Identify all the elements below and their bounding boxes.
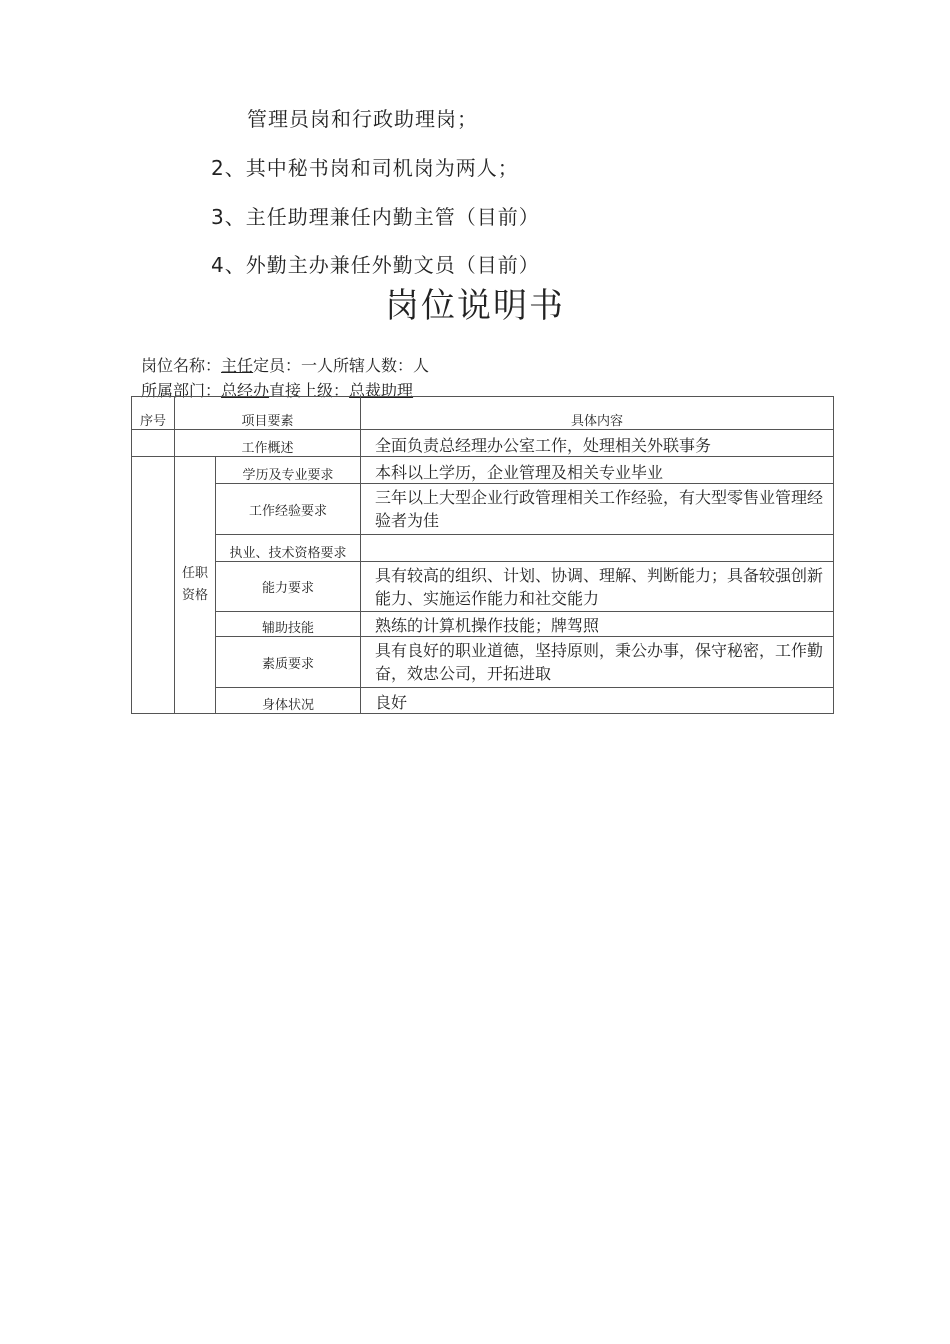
intro-item-3-number: 3 — [211, 205, 225, 229]
table-row-overview — [132, 430, 834, 457]
table-row — [132, 535, 834, 562]
overview-seq-cell — [132, 430, 175, 457]
superior-value: 总裁助理 — [349, 381, 414, 400]
position-value: 主任 — [221, 356, 254, 375]
group-label-line-1: 任职 — [181, 566, 208, 581]
position-label: 岗位名称： — [141, 356, 222, 375]
header-content: 具体内容 — [361, 397, 834, 430]
row-label-quality: 素质要求 — [216, 637, 361, 688]
row-content-health: 良好 — [361, 688, 834, 714]
table-row — [132, 484, 834, 535]
intro-line-1: 管理员岗和行政助理岗； — [247, 107, 478, 131]
row-content-quality: 具有良好的职业道德，坚持原则，秉公办事，保守秘密，工作勤奋，效忠公司，开拓进取 — [361, 637, 834, 688]
intro-item-4 — [211, 249, 540, 278]
meta-line-position — [141, 353, 429, 376]
qualification-seq-cell — [132, 457, 175, 714]
group-label-line-2: 资格 — [181, 588, 208, 603]
row-label-education: 学历及专业要求 — [216, 457, 361, 484]
department-label: 所属部门： — [141, 381, 222, 400]
header-seq: 序号 — [132, 397, 175, 430]
overview-content: 全面负责总经理办公室工作，处理相关外联事务 — [361, 430, 834, 457]
row-label-skills: 辅助技能 — [216, 612, 361, 637]
table-header-row — [132, 397, 834, 430]
header-item: 项目要素 — [175, 397, 361, 430]
intro-item-4-number: 4 — [211, 253, 225, 277]
row-content-skills: 熟练的计算机操作技能；牌驾照 — [361, 612, 834, 637]
row-content-certification — [361, 535, 834, 562]
row-label-certification: 执业、技术资格要求 — [216, 535, 361, 562]
table-row — [132, 612, 834, 637]
row-label-health: 身体状况 — [216, 688, 361, 714]
document-title: 岗位说明书 — [385, 286, 565, 326]
intro-item-3 — [211, 201, 540, 230]
row-content-experience: 三年以上大型企业行政管理相关工作经验，有大型零售业管理经验者为佳 — [361, 484, 834, 535]
row-label-experience: 工作经验要求 — [216, 484, 361, 535]
intro-item-2 — [211, 152, 519, 181]
intro-item-3-text: 、主任助理兼任内勤主管（目前） — [224, 205, 540, 229]
table-row — [132, 457, 834, 484]
qualification-group-label — [175, 457, 216, 714]
job-spec-table — [131, 396, 834, 714]
headcount-label: 定员：一人所辖人数：人 — [253, 356, 430, 375]
table-row — [132, 637, 834, 688]
intro-item-2-number: 2 — [211, 156, 225, 180]
superior-label: 直接上级： — [269, 381, 350, 400]
row-content-education: 本科以上学历，企业管理及相关专业毕业 — [361, 457, 834, 484]
row-label-ability: 能力要求 — [216, 562, 361, 612]
department-value: 总经办 — [221, 381, 270, 400]
row-content-ability: 具有较高的组织、计划、协调、理解、判断能力；具备较强创新能力、实施运作能力和社交能力 — [361, 562, 834, 612]
intro-item-2-text: 、其中秘书岗和司机岗为两人； — [224, 156, 519, 180]
table-row — [132, 562, 834, 612]
intro-item-4-text: 、外勤主办兼任外勤文员（目前） — [224, 253, 540, 277]
overview-label: 工作概述 — [175, 430, 361, 457]
table-row — [132, 688, 834, 714]
